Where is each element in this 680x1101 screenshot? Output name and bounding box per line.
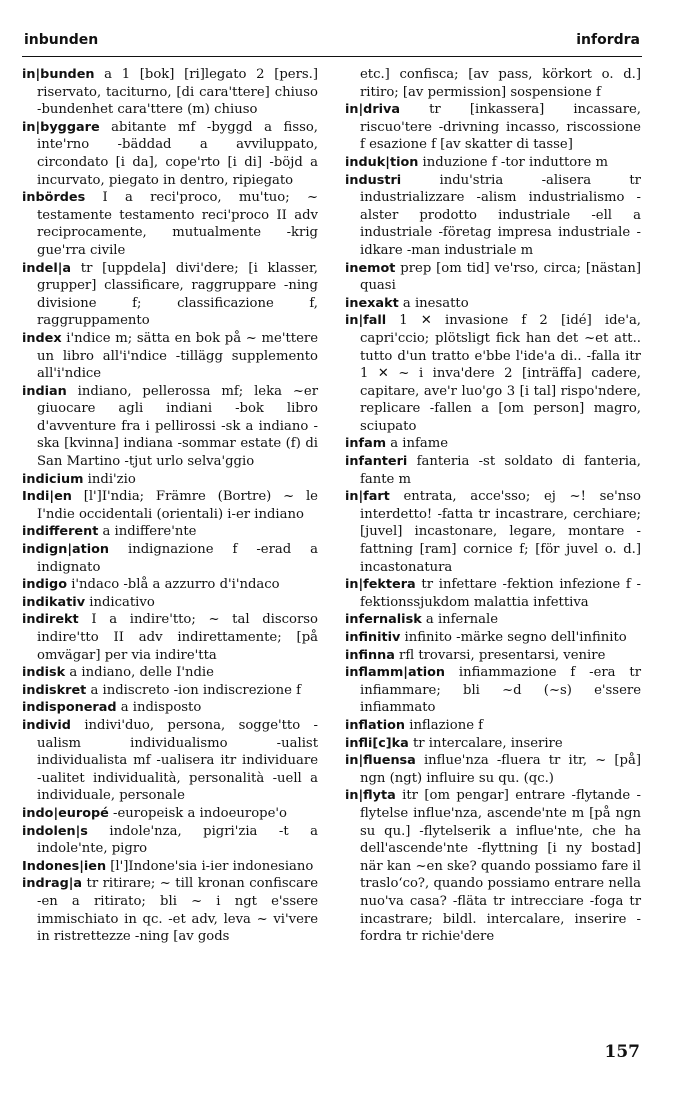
headword: infernalisk — [345, 612, 422, 628]
headword: indian — [22, 383, 67, 399]
dictionary-entry — [345, 260, 641, 295]
definition: a indiano, delle I'ndie — [65, 665, 214, 681]
definition: indicativo — [85, 594, 155, 610]
dictionary-entry — [345, 752, 641, 787]
definition: indu'stria -alisera tr industrializzare -alism industrialismo -alster prodotto industriale -ell a industriale -företag impresa industriale -idkare -man industriale m — [360, 172, 641, 258]
headword: indolen|s — [22, 823, 88, 839]
headword: indo|europé — [22, 805, 109, 821]
definition: infiammazione f -era tr infiammare; bli ~d (~s) e'ssere infiammato — [360, 665, 641, 716]
dictionary-entry — [345, 576, 641, 611]
dictionary-entry — [345, 154, 641, 172]
left-column — [22, 66, 318, 946]
headword: inexakt — [345, 295, 399, 311]
headword: indirekt — [22, 612, 79, 628]
headword: indisponerad — [22, 700, 117, 716]
dictionary-entry — [345, 172, 641, 260]
dictionary-entry — [22, 541, 318, 576]
headword: industri — [345, 172, 402, 188]
dictionary-entry — [345, 664, 641, 717]
definition: indiano, pellerossa mf; leka ~er giuocare agli indiani -bok libro d'avventure fra i pellirossi -sk a indiano -ska [kvinna] indiana -sommar estate (f) di San Martino -tjut urlo selva'ggio — [37, 383, 318, 470]
headword: inflation — [345, 717, 406, 733]
headword: indiskret — [22, 682, 87, 698]
headword: indifferent — [22, 524, 99, 540]
headword: in|fektera — [345, 577, 416, 593]
headword: inemot — [345, 260, 396, 276]
dictionary-entry — [345, 295, 641, 313]
headword: indel|a — [22, 260, 72, 276]
definition: a 1 [bok] [ri]legato 2 [pers.] riservato, taciturno, [di cara'ttere] chiuso -bundenhet cara'ttere (m) chiuso — [37, 67, 318, 118]
right-column — [345, 66, 641, 946]
dictionary-entry — [22, 330, 318, 383]
dictionary-entry — [22, 823, 318, 858]
headword: infam — [345, 436, 387, 452]
definition: indi'zio — [83, 471, 136, 487]
headword: infanteri — [345, 454, 408, 470]
dictionary-entry — [345, 435, 641, 453]
definition: a indiscreto -ion indiscrezione f — [86, 682, 301, 698]
definition: [l']Indone'sia i-ier indonesiano — [106, 858, 314, 874]
headword: indicium — [22, 471, 84, 487]
headword: in|fart — [345, 489, 390, 505]
dictionary-entry — [22, 66, 318, 119]
headword: in|flyta — [345, 788, 396, 804]
dictionary-entry — [345, 66, 641, 101]
definition: tr [inkassera] incassare, riscuo'tere -drivning incasso, riscossione f esazione f [av skatter di tasse] — [360, 102, 641, 153]
page-number: 157 — [604, 1042, 640, 1062]
definition: a infernale — [421, 612, 499, 628]
dictionary-entry — [345, 735, 641, 753]
headword: induk|tion — [345, 154, 419, 170]
dictionary-entry — [22, 119, 318, 189]
definition: infinito -märke segno dell'infinito — [400, 630, 627, 645]
dictionary-entry — [22, 699, 318, 717]
headword: in|driva — [345, 102, 401, 118]
definition: indivi'duo, persona, sogge'tto -ualism individualismo -ualist individualista mf -ualisera itr individuare -ualitet individualità, personalità -uell a individuale, personale — [37, 717, 318, 804]
headword: in|byggare — [22, 119, 100, 135]
headword: indigo — [22, 577, 67, 593]
definition: tr intercalare, inserire — [408, 735, 563, 751]
headword: indikativ — [22, 594, 86, 610]
definition: a inesatto — [398, 295, 469, 311]
headword: in|fluensa — [345, 753, 416, 769]
dictionary-entry — [22, 594, 318, 612]
definition: i'ndice m; sätta en bok på ~ me'ttere un libro all'i'ndice -tillägg supplemento all'i'ndice — [37, 330, 318, 382]
definition: a indisposto — [116, 700, 202, 716]
headword: Indones|ien — [22, 858, 107, 874]
dictionary-entry — [22, 383, 318, 471]
dictionary-entry — [22, 260, 318, 330]
headword: infli[c]ka — [345, 735, 409, 751]
dictionary-entry — [22, 875, 318, 945]
dictionary-entry — [345, 787, 641, 945]
definition: tr infettare -fektion infezione f -fektionssjukdom malattia infettiva — [360, 577, 641, 610]
dictionary-entry — [22, 717, 318, 805]
definition: rfl trovarsi, presentarsi, venire — [394, 647, 606, 663]
definition: induzione f -tor induttore m — [418, 154, 609, 170]
dictionary-entry — [22, 523, 318, 541]
headword: infinna — [345, 647, 395, 663]
dictionary-entry — [22, 189, 318, 259]
running-head-last-word: infordra — [576, 32, 640, 48]
headword: Indi|en — [22, 489, 72, 505]
running-head-first-word: inbunden — [24, 32, 99, 48]
definition: 1 ✕ invasione f 2 [idé] ide'a, capri'ccio; plötsligt fick han det ~et att.. tutto d'un tratto e'bbe l'ide'a di.. -falla itr 1 ✕ ~ i inva'dere 2 [inträffa] cadere, capitare, ave'r luo'go 3 [i tal] rispo'ndere, replicare -fallen a [om person] magro, sciupato — [360, 313, 641, 434]
definition: abitante mf -byggd a fisso, inte'rno -bäddad a avviluppato, circondato [i da], cope'rto [i di] -böjd a incurvato, piegato in dentro, ripiegato — [37, 119, 318, 188]
dictionary-entry — [22, 664, 318, 682]
headword: in|fall — [345, 313, 387, 329]
running-head — [24, 32, 640, 52]
definition: entrata, acce'sso; ej ~! se'nso interdetto! -fatta tr incastrare, cerchiare; [juvel] incastonare, legare, montare -fattning [ram] cornice f; [för juvel o. d.] incastonatura — [360, 489, 641, 575]
definition: influe'nza -fluera tr itr, ~ [på] ngn (ngt) influire su qu. (qc.) — [360, 753, 641, 786]
dictionary-entry — [345, 453, 641, 488]
definition: fanteria -st soldato di fanteria, fante m — [360, 454, 641, 487]
headword: indrag|a — [22, 876, 83, 892]
dictionary-entry — [22, 471, 318, 489]
definition: a indiffere'nte — [98, 524, 197, 540]
headword: indisk — [22, 665, 66, 681]
headword: inbördes — [22, 190, 86, 206]
definition: -europeisk a indoeurope'o — [108, 805, 287, 821]
headword: index — [22, 330, 62, 346]
dictionary-entry — [345, 717, 641, 735]
definition: itr [om pengar] entrare -flytande -flytelse influe'nza, ascende'nte m [på ngn su qu.] -flytelserik a influe'nte, che ha dell'ascende'nte -flyttning [i ny bostad] när kan ~en ske? quando possiamo fare il trasloʻco?, quando possiamo entrare nella nuo'va casa? -fläta tr intrecciare -foga tr incastrare; bildl. intercalare, inserire -fordra tr richie'dere — [360, 788, 641, 945]
dictionary-entry — [22, 858, 318, 876]
dictionary-entry — [22, 611, 318, 664]
definition: etc.] confisca; [av pass, körkort o. d.] ritiro; [av permission] sospensione f — [360, 67, 641, 100]
definition: i'ndaco -blå a azzurro d'i'ndaco — [67, 577, 280, 593]
dictionary-entry — [22, 805, 318, 823]
headword: indign|ation — [22, 542, 110, 558]
dictionary-entry — [345, 312, 641, 435]
headword: in|bunden — [22, 67, 95, 82]
definition: a infame — [386, 436, 449, 452]
headword: individ — [22, 717, 71, 733]
dictionary-entry — [345, 611, 641, 629]
definition: [l']I'ndia; Främre (Bortre) ~ le I'ndie occidentali (orientali) i-er indiano — [37, 489, 318, 522]
dictionary-entry — [345, 629, 641, 647]
definition: indole'nza, pigri'zia -t a indole'nte, pigro — [37, 823, 318, 857]
headword: infinitiv — [345, 630, 401, 645]
dictionary-entry — [345, 647, 641, 665]
dictionary-entry — [345, 101, 641, 154]
definition: prep [om tid] ve'rso, circa; [nästan] quasi — [360, 260, 641, 294]
dictionary-entry — [345, 488, 641, 576]
dictionary-entry — [22, 576, 318, 594]
definition: indignazione f -erad a indignato — [37, 542, 318, 575]
dictionary-entry — [22, 488, 318, 523]
definition: I a indire'tto; ~ tal discorso indire'tto II adv indirettamente; [på omvägar] per via indire'tta — [37, 612, 318, 663]
definition: tr [uppdela] divi'dere; [i klasser, grupper] classificare, raggruppare -ning divisione f; classificazione f, raggruppamento — [37, 260, 318, 329]
headword: inflamm|ation — [345, 665, 446, 681]
definition: inflazione f — [405, 717, 484, 733]
header-rule — [22, 56, 642, 57]
definition: tr ritirare; ~ till kronan confiscare -en a ritirato; bli ~ i ngt e'ssere immischiato in qc. -et adv, leva ~ vi'vere in ristrettezze -ning [av gods — [37, 876, 318, 945]
dictionary-entry — [22, 682, 318, 700]
definition: I a reci'proco, mu'tuo; ~ testamente testamento reci'proco II adv reciprocamente, mutualmente -krig gue'rra civile — [37, 190, 318, 258]
